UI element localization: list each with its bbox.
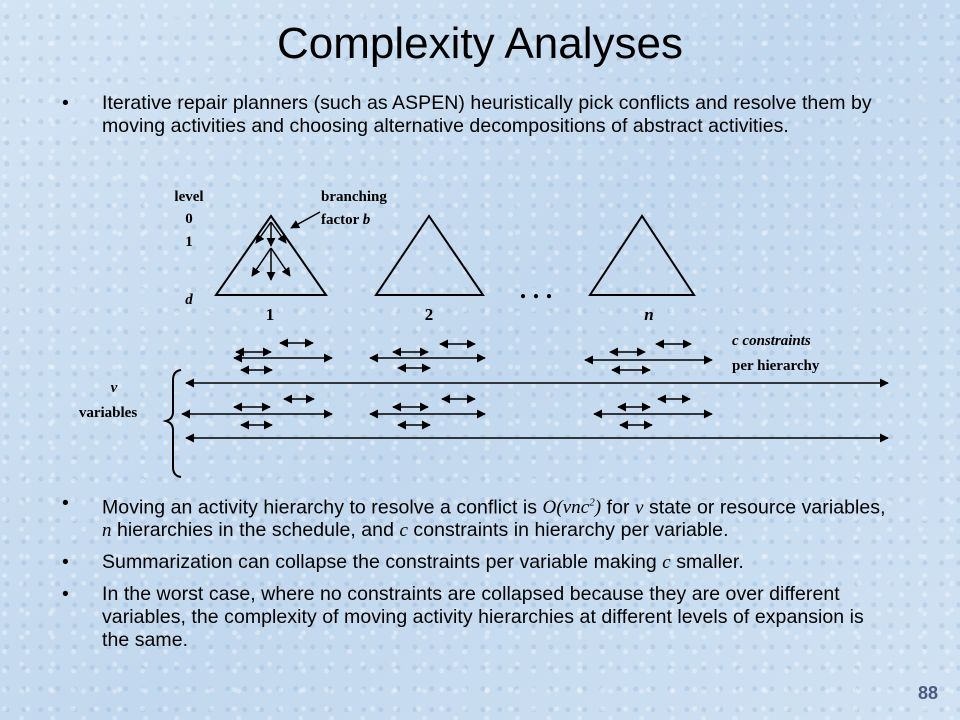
per-hierarchy-label: per hierarchy [732,358,820,374]
bullet-text-part: Summarization can collapse the constraints per variable making [102,551,663,574]
bullet-text-part: for [601,496,636,519]
bullet-moving-activity [60,492,890,542]
decomposition-arrows [252,222,290,280]
bullet-dot: • [62,492,69,514]
constraints-label: c constraints [732,333,811,349]
bullet-dot: • [62,583,69,606]
slide-number: 88 [917,683,938,703]
bullet-text-part: state or resource variables, [643,496,886,519]
level-label: level [174,189,204,205]
bullet-text-part: hierarchies in the schedule, and [111,519,400,542]
branching-pointer-arrow [291,212,320,228]
bullet-text: In the worst case, where no constraints are collapsed because they are over different variables, the complexity of moving activity hierarchies at different levels of expansion is the same. [102,583,864,652]
bullet-worst-case [60,583,890,652]
bullet-text-part: constraints in hierarchy per variable. [407,519,729,542]
hierarchy-triangle-2 [376,216,483,295]
bullet-dot: • [62,92,69,114]
bullet-dot: • [62,551,69,574]
branching-factor-word: factor [321,212,360,228]
level-0-label: 0 [185,211,193,227]
bottom-bullet-list [60,492,890,661]
complexity-base: O(vnc [542,497,590,519]
level-d-label: d [185,292,193,308]
ellipsis: . . . [519,275,553,304]
variables-label: variables [78,405,138,421]
hierarchy-label-1: 1 [265,305,275,324]
bullet-text-part: smaller. [670,551,744,574]
hierarchy-label-2: 2 [424,305,434,324]
var-v: v [635,497,644,519]
hierarchy-label-n: n [644,305,654,324]
branching-factor-label [321,212,371,228]
var-n: n [102,520,112,542]
complexity-exponent: 2 [589,497,595,509]
hierarchy-triangle-n [590,216,694,295]
branching-label: branching [321,189,387,205]
branching-var-b: b [362,212,371,228]
bullet-text-part: Moving an activity hierarchy to resolve a conflict is [102,496,543,519]
slide-title: Complexity Analyses [277,19,683,68]
var-c: c [662,552,671,574]
variables-v-label: v [110,380,118,396]
var-c: c [399,520,408,542]
variables-brace [166,370,181,477]
level-1-label: 1 [185,234,193,250]
bullet-text: Iterative repair planners (such as ASPEN) heuristically pick conflicts and resolve them by moving activities and choosing alternative decompositions of abstract activities. [102,92,872,137]
bullet-summarization [60,551,890,574]
complexity-expression [543,497,602,518]
complexity-close: ) [594,497,602,519]
